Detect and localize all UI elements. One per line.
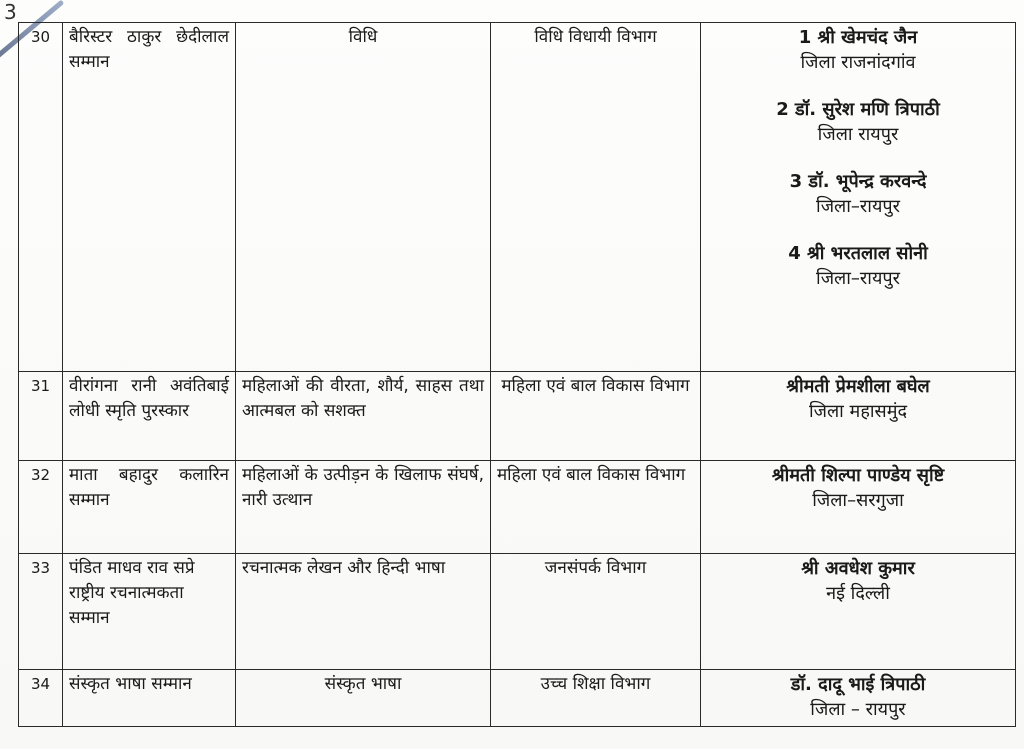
- page-corner-mark: 3: [4, 0, 17, 24]
- awardee: [707, 463, 1009, 513]
- award-name: वीरांगना रानी अवंतिबाई लोधी स्मृति पुरस्कार: [63, 372, 236, 461]
- award-field: महिलाओं के उत्पीड़न के खिलाफ संघर्ष, नारी उत्थान: [236, 461, 491, 554]
- table-row: [19, 23, 1016, 372]
- awardee-district: जिला–रायपुर: [816, 196, 900, 217]
- award-field: रचनात्मक लेखन और हिन्दी भाषा: [236, 554, 491, 670]
- awardee-cell: [701, 461, 1016, 554]
- serial-number: 32: [19, 461, 63, 554]
- award-field: विधि: [236, 23, 491, 372]
- awardee-name: 1 श्री खेमचंद जैन: [798, 27, 918, 48]
- awardee-name: श्रीमती शिल्पा पाण्डेय सृष्टि: [771, 465, 945, 486]
- department: उच्च शिक्षा विभाग: [491, 670, 701, 727]
- awardee-cell: [701, 23, 1016, 372]
- award-name: माता बहादुर कलारिन सम्मान: [63, 461, 236, 554]
- serial-number: 33: [19, 554, 63, 670]
- awardee: [707, 97, 1009, 147]
- awardee-name: डॉ. दादू भाई त्रिपाठी: [790, 674, 926, 695]
- awardee-district: जिला–सरगुजा: [812, 490, 904, 511]
- table-row: [19, 461, 1016, 554]
- table-row: [19, 670, 1016, 727]
- awardee: [707, 25, 1009, 75]
- department: जनसंपर्क विभाग: [491, 554, 701, 670]
- awardee-name: 2 डॉ. सुरेश मणि त्रिपाठी: [776, 99, 940, 120]
- awardee-name: 4 श्री भरतलाल सोनी: [788, 243, 928, 264]
- awardee: [707, 556, 1009, 606]
- awardee: [707, 672, 1009, 722]
- awardee: [707, 374, 1009, 424]
- awardee-district: जिला–रायपुर: [816, 268, 900, 289]
- award-field: महिलाओं की वीरता, शौर्य, साहस तथा आत्मबल को सशक्त: [236, 372, 491, 461]
- department: विधि विधायी विभाग: [491, 23, 701, 372]
- awardee: [707, 169, 1009, 219]
- table-row: [19, 372, 1016, 461]
- department: महिला एवं बाल विकास विभाग: [491, 372, 701, 461]
- awardee-name: 3 डॉ. भूपेन्द्र करवन्दे: [789, 171, 927, 192]
- awardee-district: जिला – रायपुर: [810, 699, 906, 720]
- awardee-name: श्रीमती प्रेमशीला बघेल: [786, 376, 930, 397]
- serial-number: 31: [19, 372, 63, 461]
- award-name: पंडित माधव राव सप्रे राष्ट्रीय रचनात्मकता सम्मान: [63, 554, 236, 670]
- award-field: संस्कृत भाषा: [236, 670, 491, 727]
- serial-number: 34: [19, 670, 63, 727]
- awardee-district: जिला राजनांदगांव: [800, 52, 916, 73]
- table-row: [19, 554, 1016, 670]
- awardee-name: श्री अवधेश कुमार: [801, 558, 915, 579]
- awardee-cell: [701, 554, 1016, 670]
- department: महिला एवं बाल विकास विभाग: [491, 461, 701, 554]
- awardee-cell: [701, 670, 1016, 727]
- awardee: [707, 241, 1009, 291]
- awardee-district: जिला महासमुंद: [808, 401, 908, 422]
- serial-number: 30: [19, 23, 63, 372]
- awardee-district: जिला रायपुर: [817, 124, 899, 145]
- awardee-cell: [701, 372, 1016, 461]
- awards-table: [18, 22, 1016, 727]
- awardee-district: नई दिल्ली: [826, 583, 890, 604]
- award-name: संस्कृत भाषा सम्मान: [63, 670, 236, 727]
- award-name: बैरिस्टर ठाकुर छेदीलाल सम्मान: [63, 23, 236, 372]
